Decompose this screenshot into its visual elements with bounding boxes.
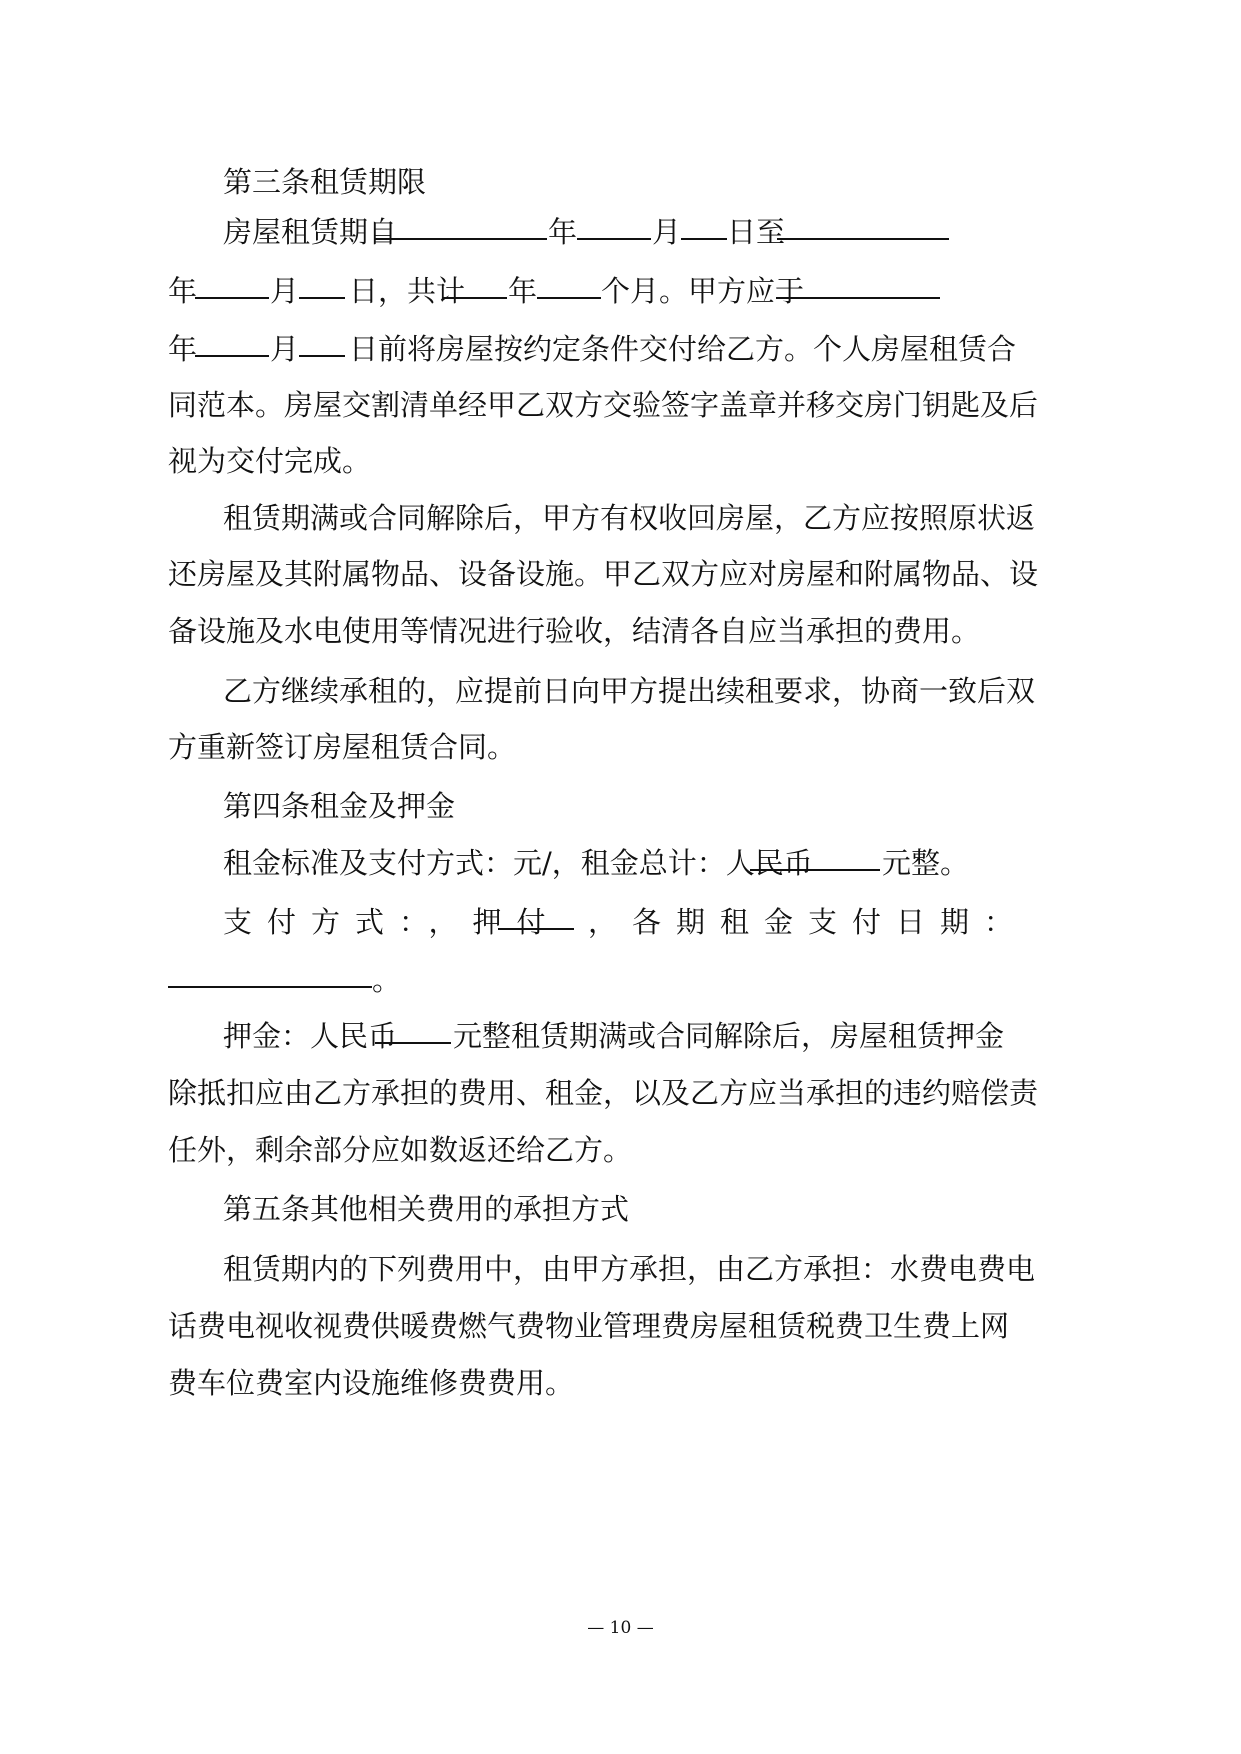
handover-year-blank <box>776 271 940 299</box>
term-end-month-label: 月 <box>270 274 300 308</box>
deposit-text-2: 除抵扣应由乙方承担的费用、租金，以及乙方应当承担的违约赔偿责 <box>168 1076 1039 1110</box>
rent-text: 租金标准及支付方式：元/，租金总计：人民币 <box>223 846 813 880</box>
article-3-heading: 第三条租赁期限 <box>223 165 427 199</box>
return-text-1: 租赁期满或合同解除后，甲方有权收回房屋，乙方应按照原状返 <box>223 501 1036 535</box>
payment-date-blank <box>168 960 372 988</box>
rent-unit-label: 元整。 <box>882 846 970 880</box>
fees-text-1: 租赁期内的下列费用中，由甲方承担，由乙方承担：水费电费电 <box>223 1252 1036 1286</box>
term-total-years-blank <box>443 271 507 299</box>
term-end-year-blank <box>777 212 949 240</box>
return-text-3: 备设施及水电使用等情况进行验收，结清各自应当承担的费用。 <box>168 614 981 648</box>
term-start-month-blank <box>577 212 651 240</box>
term-month-label: 月 <box>652 215 682 249</box>
handover-text-3: 视为交付完成。 <box>168 444 372 478</box>
rent-total-blank <box>750 843 880 871</box>
handover-month-blank <box>195 329 269 357</box>
handover-month-label: 月 <box>270 332 300 366</box>
term-total-label: 日，共计 <box>349 274 466 308</box>
deposit-text: 押金：人民币 <box>223 1019 398 1053</box>
deposit-rest-text: 元整租赁期满或合同解除后，房屋租赁押金 <box>453 1019 1005 1053</box>
article-4-heading: 第四条租金及押金 <box>223 789 456 823</box>
handover-year-label: 年 <box>168 332 198 366</box>
term-total-months-blank <box>537 271 601 299</box>
return-text-2: 还房屋及其附属物品、设备设施。甲乙双方应对房屋和附属物品、设 <box>168 557 1039 591</box>
fees-text-3: 费车位费室内设施维修费费用。 <box>168 1366 575 1400</box>
term-start-year-blank <box>375 212 547 240</box>
term-day-to-label: 日至 <box>727 215 786 249</box>
article-5-heading: 第五条其他相关费用的承担方式 <box>223 1192 630 1226</box>
payment-end-mark: 。 <box>372 963 402 997</box>
term-end-year-label: 年 <box>168 274 198 308</box>
term-start-day-blank <box>681 212 727 240</box>
handover-text-2: 同范本。房屋交割清单经甲乙双方交验签字盖章并移交房门钥匙及后 <box>168 388 1039 422</box>
term-end-day-blank <box>299 271 345 299</box>
term-text: 房屋租赁期自 <box>223 215 398 249</box>
handover-day-blank <box>299 329 345 357</box>
handover-text: 日前将房屋按约定条件交付给乙方。个人房屋租赁合 <box>349 332 1017 366</box>
page-number: — 10 — <box>587 1618 654 1638</box>
deposit-amount-blank <box>375 1016 451 1044</box>
term-end-month-blank <box>195 271 269 299</box>
term-months-label: 个月。甲方应于 <box>601 274 805 308</box>
payment-date-label: ，各期租金支付日期： <box>588 905 1029 939</box>
payment-method-text: 支付方式：，押付 <box>223 905 561 939</box>
term-years-label: 年 <box>508 274 538 308</box>
term-year-label: 年 <box>548 215 578 249</box>
renew-text-1: 乙方继续承租的，应提前日向甲方提出续租要求，协商一致后双 <box>223 674 1036 708</box>
fees-text-2: 话费电视收视费供暖费燃气费物业管理费房屋租赁税费卫生费上网 <box>168 1309 1010 1343</box>
deposit-months-blank <box>498 902 574 930</box>
renew-text-2: 方重新签订房屋租赁合同。 <box>168 730 517 764</box>
deposit-text-3: 任外，剩余部分应如数返还给乙方。 <box>168 1133 633 1167</box>
